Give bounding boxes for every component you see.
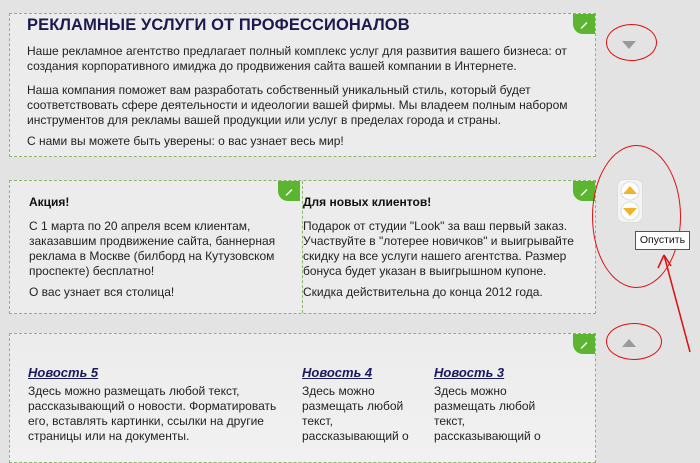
news-3-line-3: текст, <box>434 414 465 428</box>
pencil-icon <box>284 186 295 197</box>
content-block-news[interactable] <box>9 333 596 463</box>
pencil-icon <box>579 339 590 350</box>
paragraph-3: С нами вы можете быть уверены: о вас узнает весь мир! <box>27 134 344 148</box>
news-5-line-3: его, вставлять картинки, ссылки на другие <box>28 414 264 428</box>
promo-line-1: С 1 марта по 20 апреля всем клиентам, <box>29 219 251 233</box>
news-5-line-4: страницы или на документы. <box>28 429 190 443</box>
news-3-link[interactable]: Новость 3 <box>434 365 505 380</box>
content-block-services[interactable] <box>9 13 596 157</box>
promo-line-2: заказавшим продвижение сайта, баннерная <box>29 234 276 248</box>
new-clients-line-5: Скидка действительна до конца 2012 года. <box>303 285 543 299</box>
news-5-link[interactable]: Новость 5 <box>28 365 99 380</box>
news-5-line-2: рассказывающий о новости. Форматировать <box>28 399 277 413</box>
edit-button-new-clients[interactable] <box>573 181 595 201</box>
promo-title: Акция! <box>29 195 70 209</box>
content-block-promo[interactable] <box>9 180 596 314</box>
news-4-line-1: Здесь можно <box>302 384 375 398</box>
news-4-line-4: рассказывающий о <box>302 429 409 443</box>
news-5-line-1: Здесь можно размещать любой текст, <box>28 384 240 398</box>
tooltip-move-down: Опустить <box>635 231 690 250</box>
news-4-link[interactable]: Новость 4 <box>302 365 373 380</box>
paragraph-2-line-1: Наша компания поможет вам разработать собственный уникальный стиль, который будет <box>27 83 531 97</box>
paragraph-2-line-2: соответствовать сфере деятельности и идеологии вашей фирмы. Мы владеем полным набором <box>27 98 568 112</box>
new-clients-line-1: Подарок от студии "Look" за ваш первый заказ. <box>303 219 568 233</box>
promo-line-3: реклама в Москве (билборд на Кутузовском <box>29 249 275 263</box>
new-clients-title: Для новых клиентов! <box>303 195 432 209</box>
pencil-icon <box>579 186 590 197</box>
paragraph-1-line-1: Наше рекламное агентство предлагает полный комплекс услуг для развития вашего бизнеса: от <box>27 44 567 58</box>
news-3-line-2: размещать любой <box>434 399 536 413</box>
edit-button-promo[interactable] <box>278 181 300 201</box>
news-3-line-1: Здесь можно <box>434 384 507 398</box>
paragraph-2-line-3: инструментов для рекламы вашей продукции или услуг в пределах города и страны. <box>27 113 501 127</box>
paragraph-1-line-2: создания корпоративного имиджа до продвижения сайта вашей компании в Интернете. <box>27 59 517 73</box>
promo-line-5: О вас узнает вся столица! <box>29 285 175 299</box>
new-clients-line-3: скидку на все услуги нашего агентства. Размер <box>303 249 567 263</box>
promo-line-4: проспекте) бесплатно! <box>29 264 155 278</box>
edit-button-news[interactable] <box>573 334 595 354</box>
news-3-line-4: рассказывающий о <box>434 429 541 443</box>
annotation-ellipse <box>592 145 681 288</box>
new-clients-line-2: Участвуйте в "лотерее новичков" и выигрывайте <box>303 234 574 248</box>
pencil-icon <box>579 19 590 30</box>
new-clients-line-4: бонуса будет указан в выигрышном купоне. <box>303 264 547 278</box>
annotation-circle <box>606 24 657 61</box>
news-4-line-3: текст, <box>302 414 333 428</box>
annotation-circle <box>606 323 662 360</box>
news-4-line-2: размещать любой <box>302 399 404 413</box>
edit-button[interactable] <box>573 14 595 34</box>
page-title: РЕКЛАМНЫЕ УСЛУГИ ОТ ПРОФЕССИОНАЛОВ <box>27 16 410 34</box>
